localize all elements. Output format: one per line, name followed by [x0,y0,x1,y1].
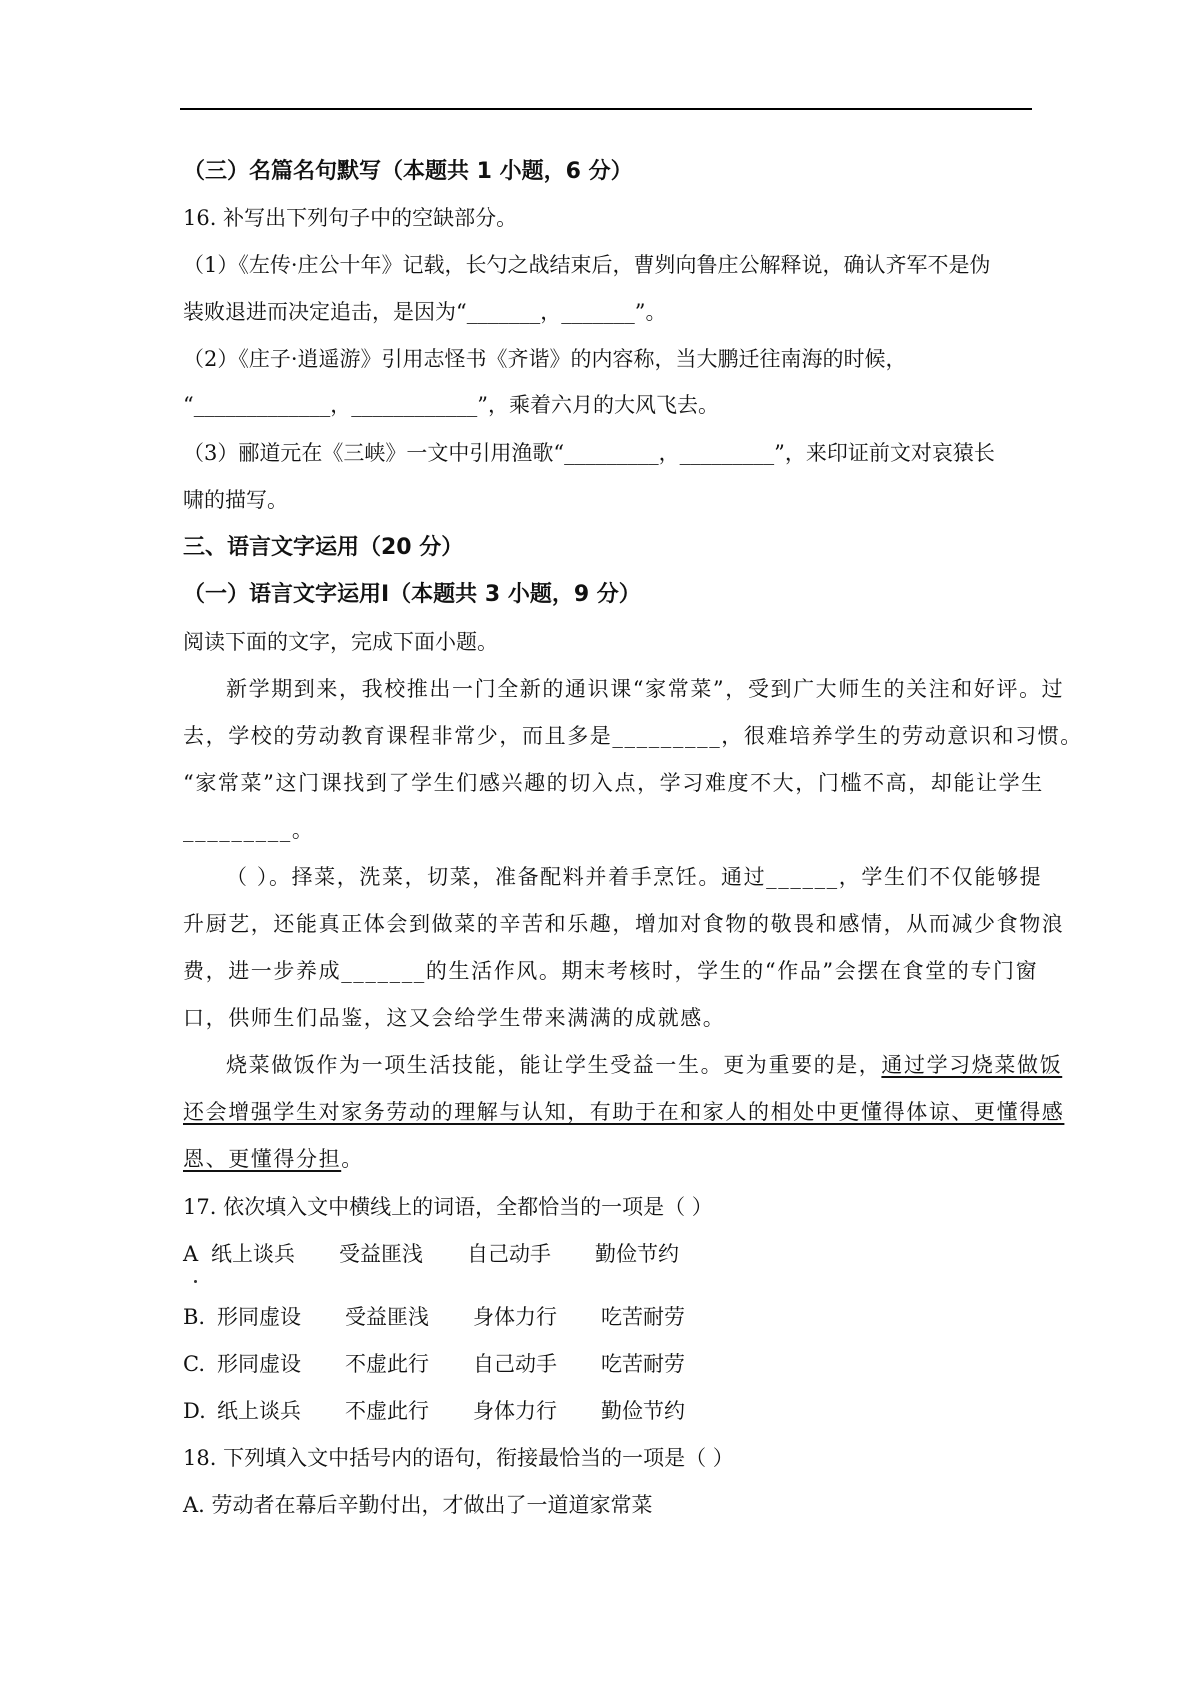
question-17-stem: 17. 依次填入文中横线上的词语，全都恰当的一项是（ ） [183,1195,713,1219]
option-word: 勤俭节约 [601,1399,685,1423]
passage-p3-line3 [183,1144,364,1174]
passage-p3-line1 [226,1050,1062,1080]
question-16-part2-line2: “_____________，____________”，乘着六月的大风飞去。 [183,393,719,417]
passage-p3-line2 [183,1097,1064,1127]
question-17-option-d [183,1396,685,1426]
underlined-sentence-end: 恩、更懂得分担 [183,1147,342,1171]
question-17-option-b [183,1302,685,1332]
option-label: C. [183,1352,205,1376]
reading-instruction: 阅读下面的文字，完成下面小题。 [183,630,498,654]
option-word: 受益匪浅 [345,1305,429,1329]
passage-p1-line3: “家常菜”这门课找到了学生们感兴趣的切入点，学习难度不大，门槛不高，却能让学生 [183,771,1044,795]
option-word: 不虚此行 [345,1399,429,1423]
option-label: D. [183,1399,206,1423]
option-word: 纸上谈兵 [211,1242,295,1266]
option-word: 形同虚设 [217,1352,301,1376]
option-word: 勤俭节约 [595,1242,679,1266]
underlined-sentence-start: 通过学习烧菜做饭 [881,1053,1063,1077]
passage-p3-period: 。 [341,1147,364,1171]
stray-dot [194,1280,197,1283]
option-word: 吃苦耐劳 [601,1352,685,1376]
option-word: 自己动手 [473,1352,557,1376]
question-18-stem: 18. 下列填入文中括号内的语句，衔接最恰当的一项是（ ） [183,1446,734,1470]
underlined-sentence-middle: 还会增强学生对家务劳动的理解与认知，有助于在和家人的相处中更懂得体谅、更懂得感 [183,1100,1065,1124]
option-word: 受益匪浅 [339,1242,423,1266]
passage-p3-line1-text: 烧菜做饭作为一项生活技能，能让学生受益一生。更为重要的是， [226,1053,882,1077]
passage-p2-line1: （ ）。择菜，洗菜，切菜，准备配料并着手烹饪。通过______，学生们不仅能够提 [226,865,1043,889]
passage-p2-line2: 升厨艺，还能真正体会到做菜的辛苦和乐趣，增加对食物的敬畏和感情，从而减少食物浪 [183,912,1065,936]
question-16-part2-line1: （2）《庄子·逍遥游》引用志怪书《齐谐》的内容称，当大鹏迁往南海的时候， [183,347,907,371]
passage-p1-line4: _________。 [183,818,315,842]
option-word: 纸上谈兵 [217,1399,301,1423]
question-16-part1-line2: 装败退进而决定追击，是因为“_______，_______”。 [183,300,667,324]
question-16-stem: 16. 补写出下列句子中的空缺部分。 [183,206,518,230]
option-label: A [183,1242,199,1266]
question-17-option-c [183,1349,685,1379]
question-17-option-a [183,1239,679,1269]
question-18-option-a: A. 劳动者在幕后辛勤付出，才做出了一道道家常菜 [183,1493,653,1517]
option-label: B. [183,1305,206,1329]
option-word: 身体力行 [473,1399,557,1423]
option-word: 形同虚设 [217,1305,301,1329]
question-16-part3-line2: 啸的描写。 [183,488,288,512]
header-rule [180,108,1032,110]
option-word: 身体力行 [473,1305,557,1329]
passage-p1-line1: 新学期到来，我校推出一门全新的通识课“家常菜”，受到广大师生的关注和好评。过 [226,677,1065,701]
question-16-part3-line1: （3）郦道元在《三峡》一文中引用渔歌“_________，_________”，来印证前文对哀猿长 [183,441,995,465]
subsection-heading-language-1: （一）语言文字运用Ⅰ（本题共 3 小题，9 分） [183,582,641,607]
option-word: 自己动手 [467,1242,551,1266]
option-word: 不虚此行 [345,1352,429,1376]
option-word: 吃苦耐劳 [601,1305,685,1329]
section-heading-poems: （三）名篇名句默写（本题共 1 小题，6 分） [183,159,633,184]
passage-p2-line3: 费，进一步养成_______的生活作风。期末考核时，学生的“作品”会摆在食堂的专门窗 [183,959,1039,983]
passage-p2-line4: 口，供师生们品鉴，这又会给学生带来满满的成就感。 [183,1006,726,1030]
section-heading-language: 三、语言文字运用（20 分） [183,535,464,560]
passage-p1-line2: 去，学校的劳动教育课程非常少，而且多是_________，很难培养学生的劳动意识和习惯。 [183,724,1083,748]
question-16-part1-line1: （1）《左传·庄公十年》记载，长勺之战结束后，曹刿向鲁庄公解释说，确认齐军不是伪 [183,253,991,277]
